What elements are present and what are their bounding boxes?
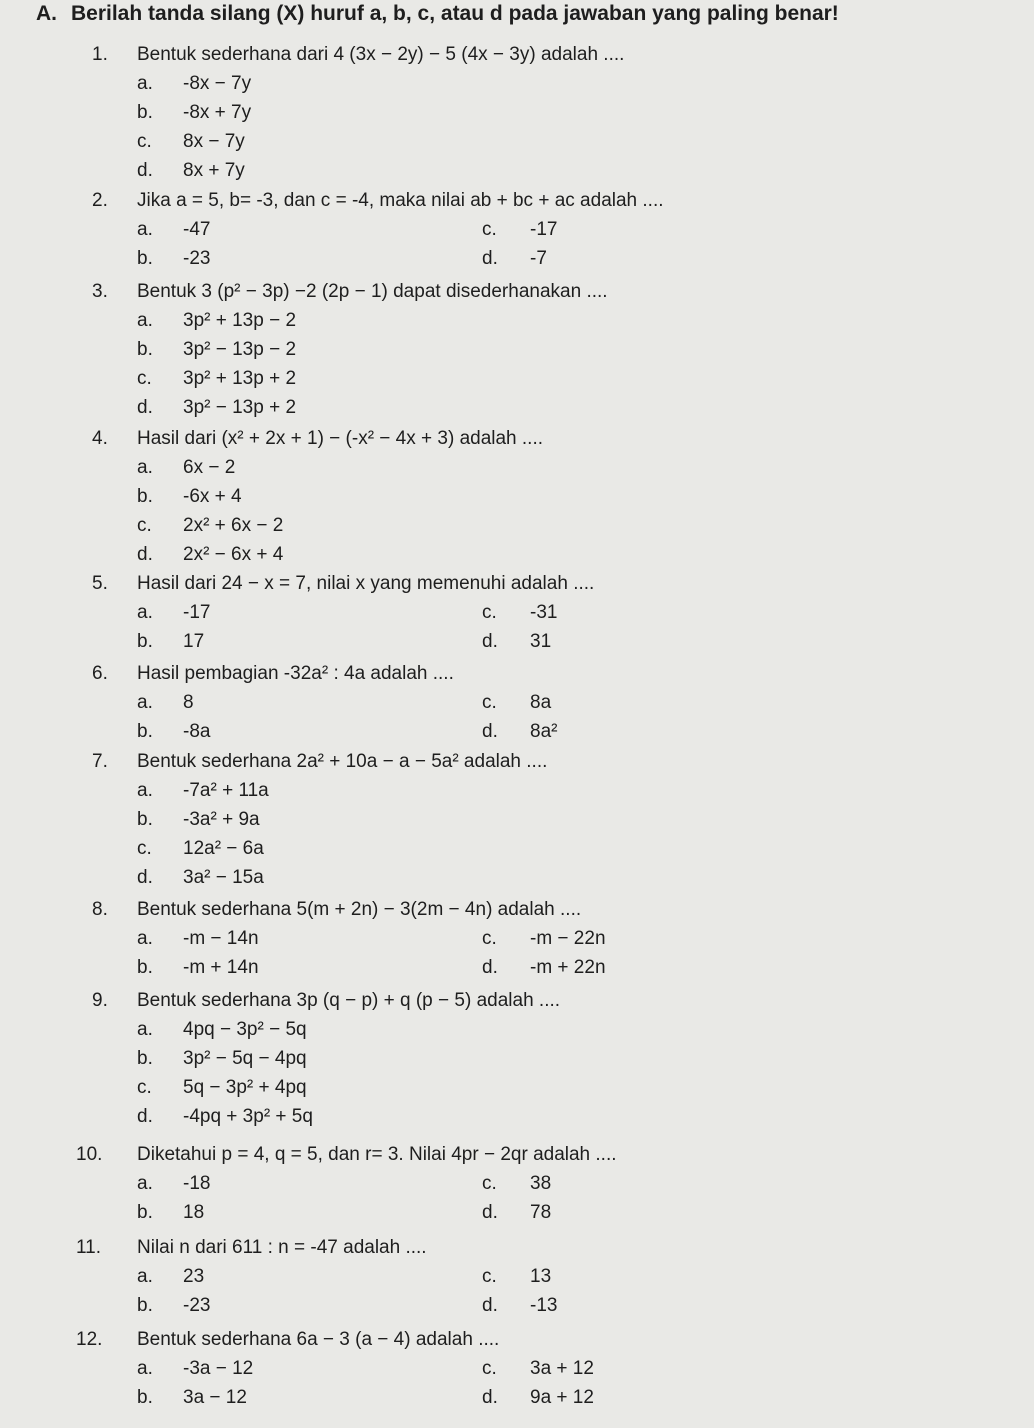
option-b[interactable] [0,335,1034,364]
option-c[interactable] [0,127,1034,156]
option-text: -6x + 4 [183,486,242,507]
option-letter: a. [137,73,153,94]
option-c[interactable] [0,511,1034,540]
question-text: Hasil pembagian -32a² : 4a adalah .... [137,663,454,684]
option-text: -8x − 7y [183,73,252,94]
option-a[interactable] [0,306,1034,335]
option-text-a: 23 [183,1266,205,1287]
option-text-a: 8 [183,692,194,713]
option-text-d: 31 [530,631,552,652]
option-letter-b[interactable]: b. [137,1202,153,1223]
option-text: -8x + 7y [183,102,252,123]
option-text-d: -7 [530,248,547,269]
option-letter-c[interactable]: c. [482,692,497,713]
option-text-c: 3a + 12 [530,1358,594,1379]
option-c[interactable] [0,1073,1034,1102]
option-letter-b[interactable]: b. [137,1387,153,1408]
option-text: 3p² + 13p + 2 [183,368,297,389]
option-letter: c. [137,1077,152,1098]
option-letter: b. [137,809,153,830]
option-text-d: 8a² [530,721,558,742]
question-text: Bentuk sederhana 3p (q − p) + q (p − 5) adalah .... [137,990,561,1011]
question-number: 2. [92,190,108,211]
option-text: 2x² + 6x − 2 [183,515,284,536]
option-text: -7a² + 11a [183,780,269,801]
question-7 [0,747,1034,892]
option-text-b: 3a − 12 [183,1387,247,1408]
section-instruction: Berilah tanda silang (X) huruf a, b, c, atau d pada jawaban yang paling benar! [71,2,839,25]
option-letter: b. [137,102,153,123]
option-text-c: -m − 22n [530,928,606,949]
option-letter: a. [137,310,153,331]
option-d[interactable] [0,156,1034,185]
option-text-b: -m + 14n [183,957,259,978]
question-number: 12. [76,1329,103,1350]
option-text: 8x + 7y [183,160,245,181]
option-letter: a. [137,780,153,801]
option-letter: d. [137,544,153,565]
option-letter-d[interactable]: d. [482,721,498,742]
option-text: 3p² − 13p + 2 [183,397,297,418]
option-letter-b[interactable]: b. [137,631,153,652]
option-text-d: 78 [530,1202,552,1223]
option-d[interactable] [0,540,1034,569]
option-a[interactable] [0,69,1034,98]
option-letter: c. [137,368,152,389]
option-letter-a[interactable]: a. [137,219,153,240]
question-number: 3. [92,281,108,302]
option-text-a: -18 [183,1173,211,1194]
question-1 [0,40,1034,185]
option-text-b: 17 [183,631,205,652]
question-text: Bentuk sederhana 5(m + 2n) − 3(2m − 4n) adalah .... [137,899,582,920]
option-text-b: -23 [183,1295,211,1316]
option-text: 4pq − 3p² − 5q [183,1019,307,1040]
question-number: 8. [92,899,108,920]
option-letter: c. [137,838,152,859]
option-text: 2x² − 6x + 4 [183,544,284,565]
option-letter-a[interactable]: a. [137,692,153,713]
option-letter-c[interactable]: c. [482,928,497,949]
option-letter: b. [137,339,153,360]
question-2 [0,186,1034,273]
option-letter-c[interactable]: c. [482,602,497,623]
option-text-d: -13 [530,1295,558,1316]
option-text-b: -8a [183,721,211,742]
option-letter-b[interactable]: b. [137,957,153,978]
option-text-c: 8a [530,692,552,713]
option-text-a: -47 [183,219,211,240]
question-number: 6. [92,663,108,684]
question-9 [0,986,1034,1131]
option-letter-a[interactable]: a. [137,1358,153,1379]
question-text: Diketahui p = 4, q = 5, dan r= 3. Nilai 4pr − 2qr adalah .... [137,1144,617,1165]
option-letter-d[interactable]: d. [482,1202,498,1223]
option-a[interactable] [0,776,1034,805]
question-text: Bentuk sederhana 6a − 3 (a − 4) adalah .... [137,1329,500,1350]
option-letter: d. [137,397,153,418]
question-3 [0,277,1034,422]
option-text: 6x − 2 [183,457,236,478]
option-text: 5q − 3p² + 4pq [183,1077,307,1098]
question-12 [0,1325,1034,1412]
option-text-b: 18 [183,1202,205,1223]
question-number: 5. [92,573,108,594]
option-text: -4pq + 3p² + 5q [183,1106,313,1127]
question-number: 11. [76,1237,102,1258]
option-letter-b[interactable]: b. [137,721,153,742]
option-letter: b. [137,486,153,507]
question-11 [0,1233,1034,1320]
section-header [36,2,839,26]
option-text-a: -17 [183,602,211,623]
option-letter: d. [137,1106,153,1127]
question-4 [0,424,1034,569]
option-letter-c[interactable]: c. [482,1173,497,1194]
option-letter: b. [137,1048,153,1069]
option-b[interactable] [0,1044,1034,1073]
option-letter-b[interactable]: b. [137,248,153,269]
option-text-a: -m − 14n [183,928,259,949]
option-letter-d[interactable]: d. [482,1387,498,1408]
option-b[interactable] [0,98,1034,127]
option-text: 3p² − 13p − 2 [183,339,297,360]
question-number: 1. [92,44,108,65]
option-letter-d[interactable]: d. [482,1295,498,1316]
question-8 [0,895,1034,982]
question-number: 10. [76,1144,103,1165]
option-letter-b[interactable]: b. [137,1295,153,1316]
option-letter-d[interactable]: d. [482,957,498,978]
option-a[interactable] [0,453,1034,482]
option-letter-c[interactable]: c. [482,1358,497,1379]
option-letter-d[interactable]: d. [482,248,498,269]
question-number: 7. [92,751,108,772]
option-text-c: -17 [530,219,558,240]
option-text-c: 38 [530,1173,552,1194]
option-c[interactable] [0,834,1034,863]
option-text-d: 9a + 12 [530,1387,594,1408]
question-6 [0,659,1034,746]
option-letter-a[interactable]: a. [137,928,153,949]
option-text-b: -23 [183,248,211,269]
option-b[interactable] [0,482,1034,511]
option-text-d: -m + 22n [530,957,606,978]
option-text-c: -31 [530,602,558,623]
option-a[interactable] [0,1015,1034,1044]
option-c[interactable] [0,364,1034,393]
option-text: 8x − 7y [183,131,245,152]
option-d[interactable] [0,393,1034,422]
option-text: -3a² + 9a [183,809,260,830]
option-text-c: 13 [530,1266,552,1287]
option-letter: a. [137,457,153,478]
question-number: 4. [92,428,108,449]
option-letter-c[interactable]: c. [482,1266,497,1287]
option-letter: c. [137,515,152,536]
option-text: 3p² + 13p − 2 [183,310,297,331]
question-text: Nilai n dari 611 : n = -47 adalah .... [137,1237,427,1258]
option-letter: d. [137,160,153,181]
option-d[interactable] [0,1102,1034,1131]
option-letter-d[interactable]: d. [482,631,498,652]
option-letter-a[interactable]: a. [137,1173,153,1194]
option-d[interactable] [0,863,1034,892]
option-letter-a[interactable]: a. [137,602,153,623]
question-10 [0,1140,1034,1227]
question-text: Bentuk sederhana dari 4 (3x − 2y) − 5 (4x − 3y) adalah .... [137,44,625,65]
option-text-a: -3a − 12 [183,1358,254,1379]
option-letter: d. [137,867,153,888]
question-text: Hasil dari (x² + 2x + 1) − (-x² − 4x + 3) adalah .... [137,428,544,449]
question-text: Bentuk sederhana 2a² + 10a − a − 5a² adalah .... [137,751,548,772]
option-letter-c[interactable]: c. [482,219,497,240]
option-letter: c. [137,131,152,152]
option-text: 12a² − 6a [183,838,264,859]
option-text: 3p² − 5q − 4pq [183,1048,307,1069]
question-number: 9. [92,990,108,1011]
question-text: Hasil dari 24 − x = 7, nilai x yang memenuhi adalah .... [137,573,595,594]
question-text: Bentuk 3 (p² − 3p) −2 (2p − 1) dapat disederhanakan .... [137,281,608,302]
option-text: 3a² − 15a [183,867,264,888]
option-letter: a. [137,1019,153,1040]
question-text: Jika a = 5, b= -3, dan c = -4, maka nilai ab + bc + ac adalah .... [137,190,664,211]
section-label: A. [36,2,57,25]
option-letter-a[interactable]: a. [137,1266,153,1287]
option-b[interactable] [0,805,1034,834]
question-5 [0,569,1034,656]
